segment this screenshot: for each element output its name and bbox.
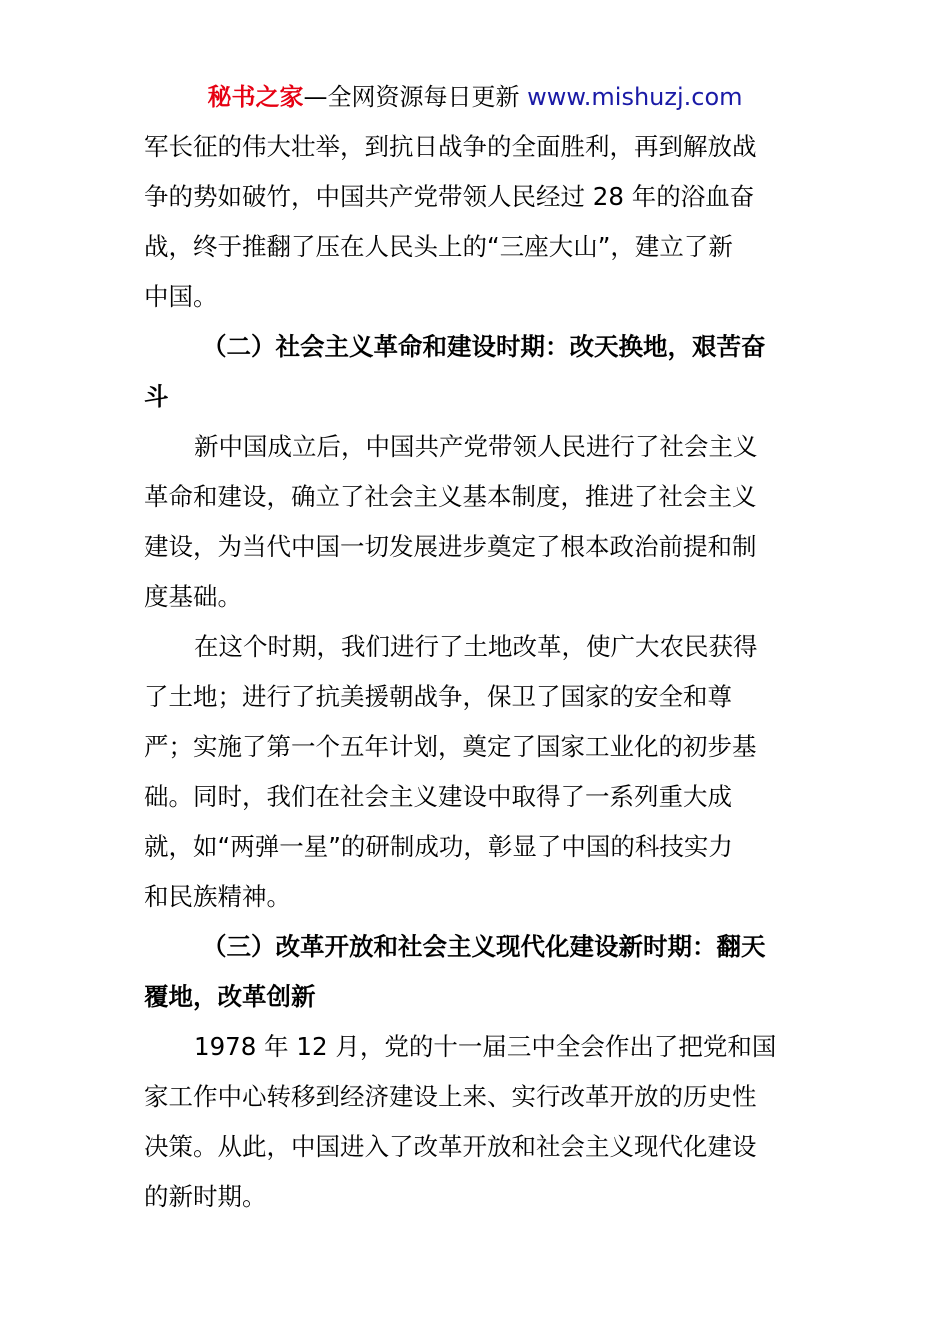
text-line: 度基础。 xyxy=(144,582,242,611)
text-line: 争的势如破竹，中国共产党带领人民经过 28 年的浴血奋 xyxy=(144,182,755,211)
text-line: 战，终于推翻了压在人民头上的“三座大山”，建立了新 xyxy=(144,232,733,261)
text-line: 的新时期。 xyxy=(144,1182,267,1211)
text-line: 家工作中心转移到经济建设上来、实行改革开放的历史性 xyxy=(144,1082,757,1111)
text-line: 了土地；进行了抗美援朝战争，保卫了国家的安全和尊 xyxy=(144,682,732,711)
text-line: 严；实施了第一个五年计划，奠定了国家工业化的初步基 xyxy=(144,732,757,761)
paragraph-1978 xyxy=(144,1022,808,1222)
paragraph-new-china xyxy=(144,422,808,622)
heading-line: （二）社会主义革命和建设时期：改天换地，艰苦奋 xyxy=(202,332,766,361)
paragraph-this-period xyxy=(144,622,808,922)
page-header xyxy=(0,80,950,114)
text-line: 革命和建设，确立了社会主义基本制度，推进了社会主义 xyxy=(144,482,757,511)
heading-line: （三）改革开放和社会主义现代化建设新时期：翻天 xyxy=(202,932,766,961)
text-line: 和民族精神。 xyxy=(144,882,291,911)
heading-line: 覆地，改革创新 xyxy=(144,982,316,1011)
text-line: 新中国成立后，中国共产党带领人民进行了社会主义 xyxy=(194,432,758,461)
paragraph-long-march xyxy=(144,122,808,322)
text-line: 建设，为当代中国一切发展进步奠定了根本政治前提和制 xyxy=(144,532,757,561)
header-tagline: —全网资源每日更新 xyxy=(303,83,520,111)
brand-name: 秘书之家 xyxy=(207,83,304,111)
section-heading-socialist-construction xyxy=(144,322,808,422)
text-line: 就，如“两弹一星”的研制成功，彰显了中国的科技实力 xyxy=(144,832,733,861)
section-heading-reform-opening xyxy=(144,922,808,1022)
site-url-link[interactable]: www.mishuzj.com xyxy=(527,83,743,111)
text-line: 1978 年 12 月，党的十一届三中全会作出了把党和国 xyxy=(194,1032,777,1061)
text-line: 在这个时期，我们进行了土地改革，使广大农民获得 xyxy=(194,632,758,661)
text-line: 中国。 xyxy=(144,282,218,311)
text-line: 军长征的伟大壮举，到抗日战争的全面胜利，再到解放战 xyxy=(144,132,757,161)
text-line: 础。同时，我们在社会主义建设中取得了一系列重大成 xyxy=(144,782,732,811)
text-line: 决策。从此，中国进入了改革开放和社会主义现代化建设 xyxy=(144,1132,757,1161)
heading-line: 斗 xyxy=(144,382,169,411)
document-body xyxy=(144,122,808,1222)
